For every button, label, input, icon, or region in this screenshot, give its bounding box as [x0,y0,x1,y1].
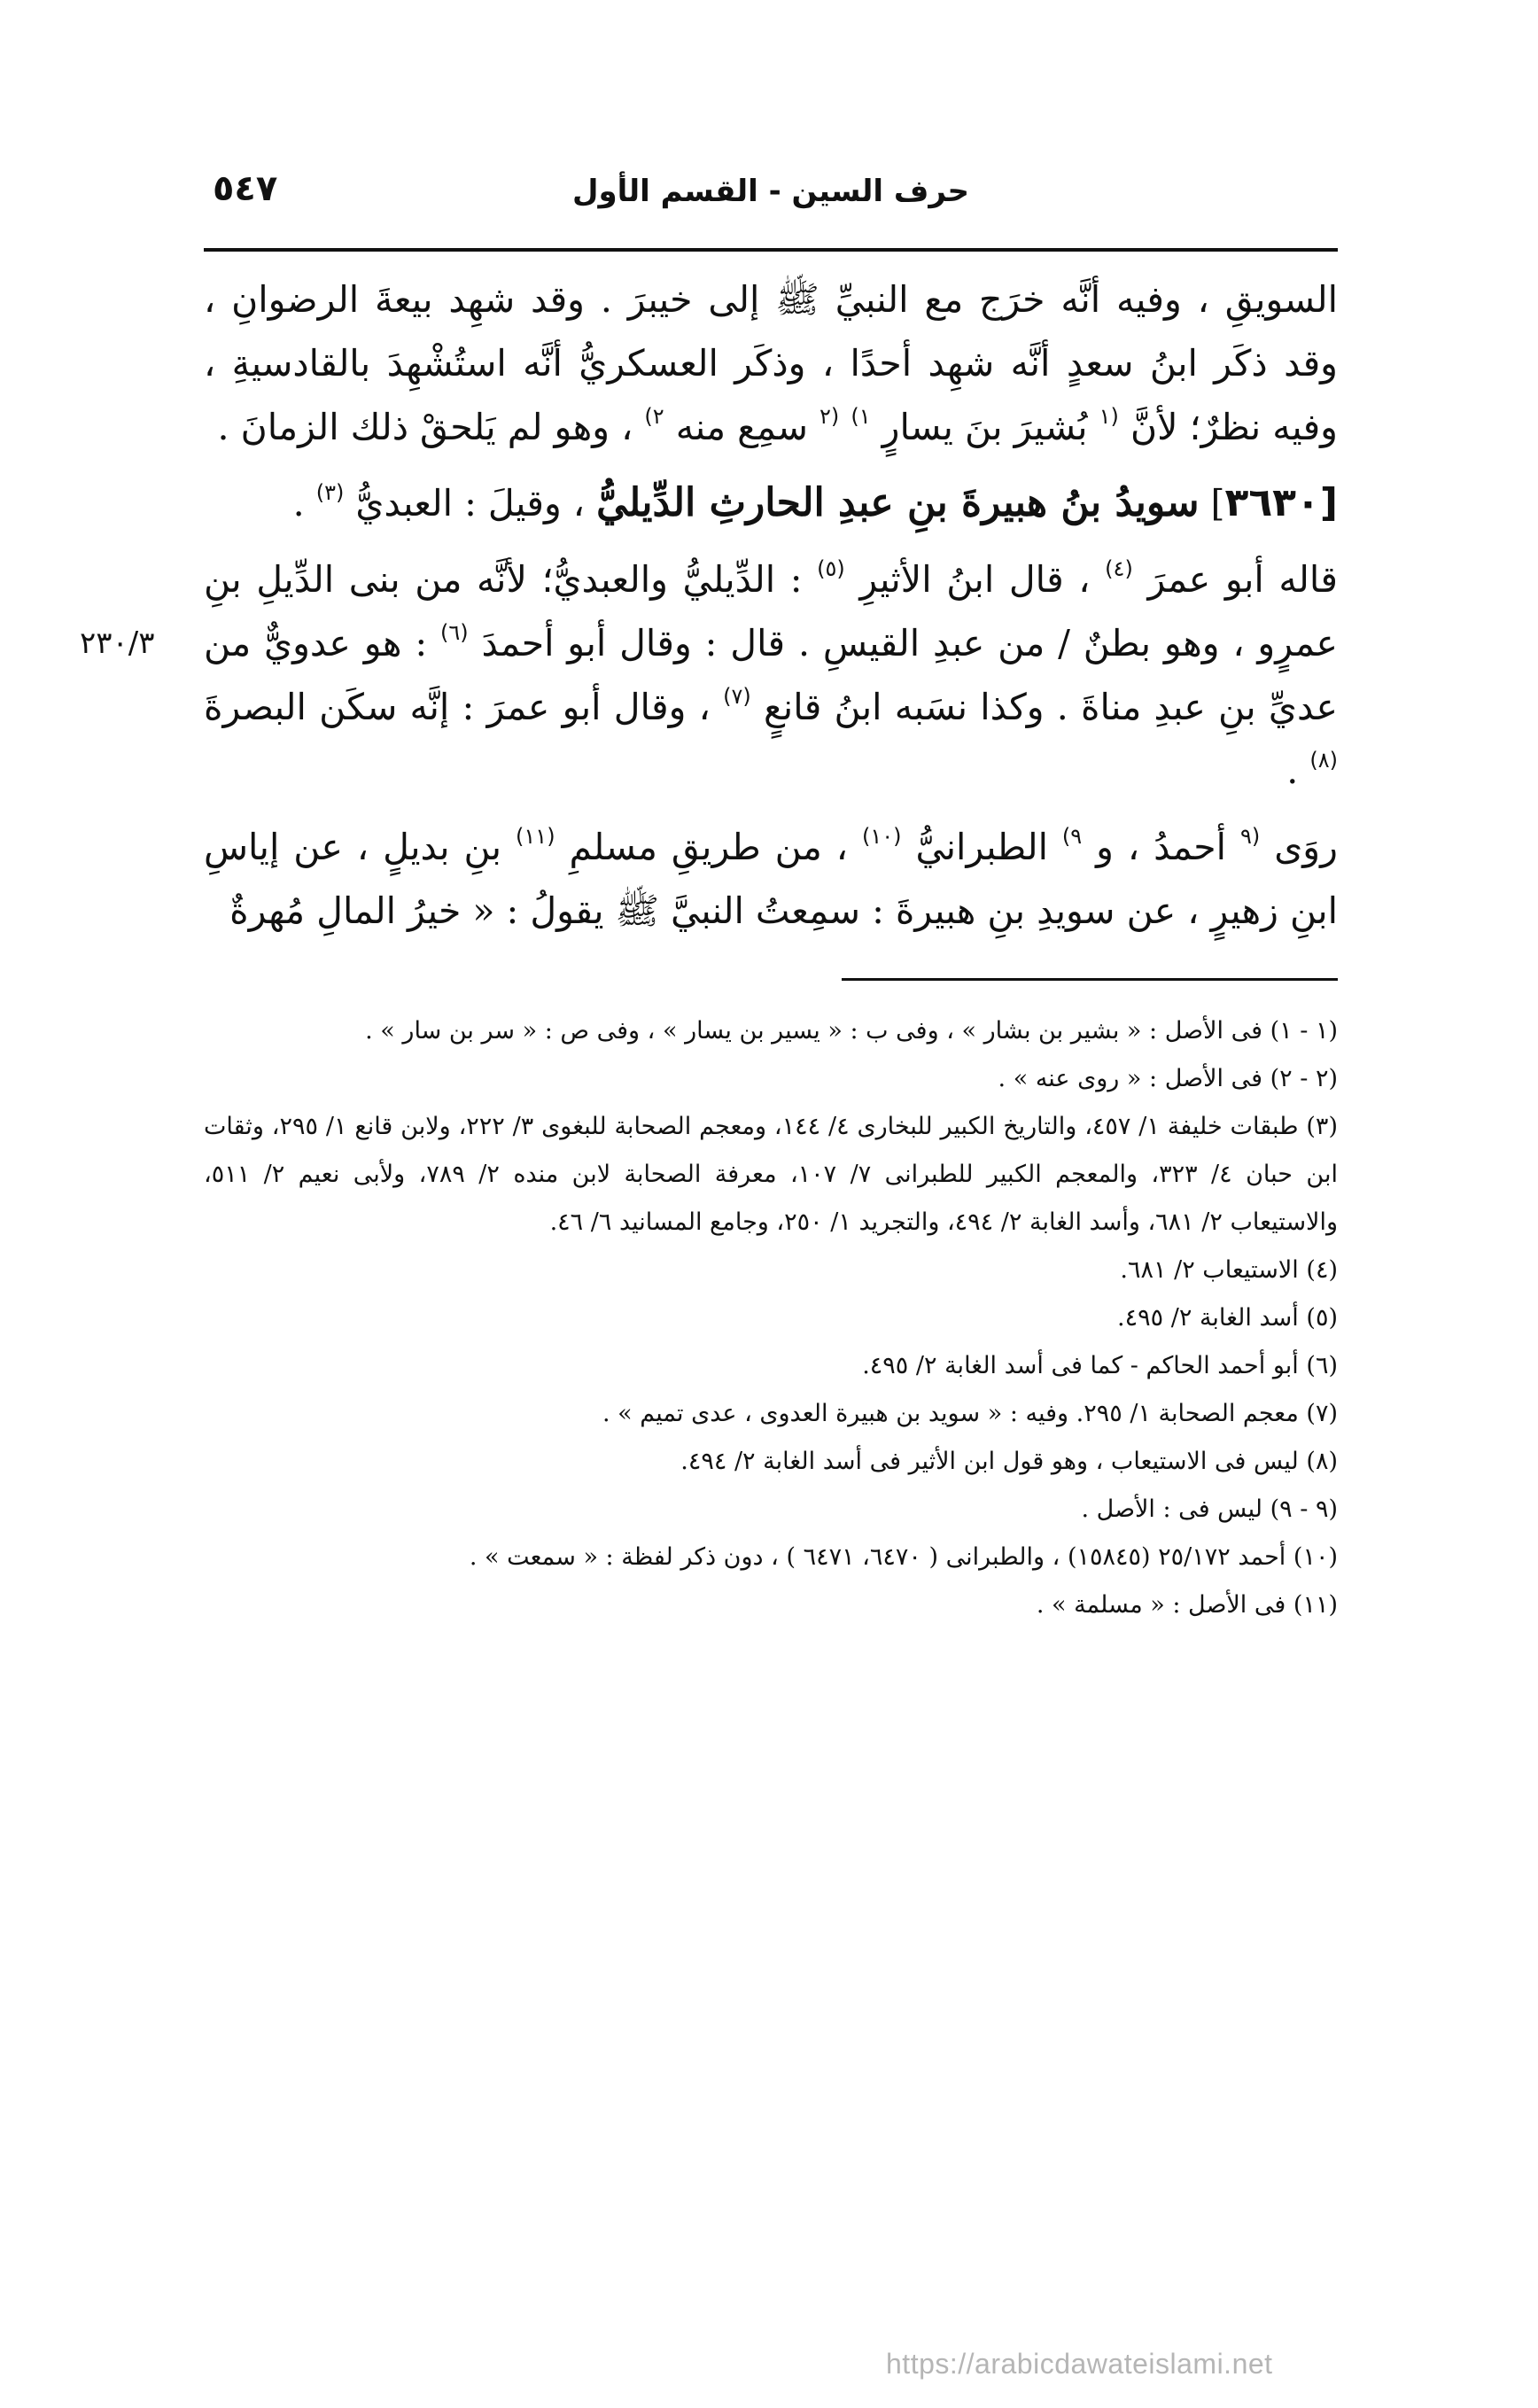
page-number: ٥٤٧ [213,168,278,209]
footnote-label: (٤) [1306,1256,1338,1284]
footnote-item [204,1486,1338,1534]
text-segment: نظرٌ؛ لأنَّ [1130,406,1262,448]
text-segment: أحمدُ ، و [1096,826,1227,868]
footnote-text: فى الأصل : « بشير بن بشار » ، وفى ب : « يسير بن يسار » ، وفى ص : « سر بن سار » . [365,1017,1262,1045]
footnote-label: (٩ - ٩) [1270,1495,1338,1523]
footnote-label: (٢ - ٢) [1270,1065,1338,1092]
footnote-text: الاستيعاب ٢/ ٦٨١. [1120,1256,1299,1284]
paragraph-3: ٢٣٠/٣ قاله أبو عمرَ $^{(٤)}$ ، قال ابنُ الأثيرِ $^{(٥)}$ : الدِّيليُّ والعبديُّ؛ لأنَّه من بنى الدِّيلِ بنِ عمرٍو ، وهو بطنٌ / من عبدِ القيسِ . قال : وقال أبو أحمدَ $^{(٦)}$ : هو عدويٌّ من عديِّ بنِ عبدِ مناةَ . وكذا نسَبه ابنُ قانعٍ $^{(٧)}$ ، وقال أبو عمرَ : إنَّه سكَن البصرةَ $^{(٨)}$ . [80,556,1338,792]
footnote-marker: (١ [1099,404,1119,429]
footnote-item [204,1294,1338,1342]
text-segment: سمِع منه [675,406,808,448]
main-text [80,268,1338,943]
footnote-text: طبقات خليفة ١/ ٤٥٧، والتاريخ الكبير للبخارى ٤/ ١٤٤، ومعجم الصحابة للبغوى ٣/ ٢٢٢، ولابن قانع ١/ ٢٩٥، وثقات ابن حبان ٤/ ٣٢٣، والمعجم الكبير للطبرانى ٧/ ١٠٧، معرفة الصحابة لابن منده ٢/ ٧٨٩، ولأبى نعيم ٢/ ٥١١، والاستيعاب ٢/ ٦٨١، وأسد الغابة ٢/ ٤٩٤، والتجريد ١/ ٢٥٠، وجامع المسانيد ٦/ ٤٦. [204,1113,1338,1236]
footnote-item [204,1007,1338,1055]
footnote-text: أبو أحمد الحاكم - كما فى أسد الغابة ٢/ ٤٩٥. [862,1352,1299,1379]
footnote-label: (٨) [1306,1448,1338,1475]
footnote-marker: ٢) [644,404,664,429]
text-segment: ، وقال أبو عمرَ : إنَّه سكَن البصرةَ [204,686,711,728]
entry-number: [٣٦٣٠ [1224,480,1338,525]
footnote-item [204,1103,1338,1247]
text-segment: ، قال ابنُ الأثيرِ [859,558,1091,601]
header-rule [204,248,1338,252]
footnote-item [204,1055,1338,1103]
text-segment: روَى [1274,826,1338,868]
footnote-text: ليس فى : الأصل . [1081,1495,1262,1523]
text-segment: الطبرانيُّ [915,826,1048,868]
text-line: السويقِ ، وفيه أنَّه خرَج مع النبيِّ ﷺ إلى خيبرَ . وقد شهِد بيعةَ الرضوانِ ، وقد [204,278,1338,385]
footnote-marker: ٩) [1061,824,1083,849]
footnote-marker: (٩ [1240,824,1261,849]
text-segment: : الدِّيليُّ والعبديُّ؛ لأنَّه من بنى الدِّيلِ بنِ عمرٍو ، وهو بطنٌ / من عبدِ القيسِ . قال : وقال أبو أحمدَ [204,558,1338,664]
footnote-separator [842,978,1338,981]
footnote-marker: (١١) [516,824,555,849]
footnote-marker: (٣) [315,480,345,505]
footnotes-section [204,1007,1338,1629]
footnote-marker: ١) [851,404,871,429]
footnote-label: (١٠) [1293,1543,1338,1571]
footnote-marker: (٤) [1105,556,1133,581]
footnote-text: أحمد ٢٥/١٧٢ (١٥٨٤٥) ، والطبرانى ( ٦٤٧٠، ٦٤٧١ ) ، دون ذكر لفظة : « سمعت » . [469,1543,1286,1571]
footnote-label: (٥) [1306,1304,1338,1332]
footnote-marker: (٥) [817,556,845,581]
text-segment: ، من طريقِ مسلمِ [569,826,849,868]
text-segment: بنِ بديلٍ ، عن إياسِ ابنِ زهيرٍ ، عن سويدِ بنِ هبيرةَ : سمِعتُ النبيَّ ﷺ يقولُ : « خيرُ المالِ مُهرةٌ [204,826,1338,932]
entry-heading: سويدُ بنُ هبيرةَ بنِ عبدِ الحارثِ الدِّيليُّ [596,480,1200,525]
paragraph-1 [204,268,1338,459]
footnote-label: (٣) [1306,1113,1338,1140]
footnote-label: (١ - ١) [1270,1017,1338,1045]
footnote-label: (٦) [1306,1352,1338,1379]
text-segment: ، وهو لم يَلحقْ ذلك الزمانَ . [217,406,633,448]
footnote-marker: (٦) [440,620,469,645]
footnote-marker: (٧) [723,684,751,709]
entry-heading-line: [٣٦٣٠] سويدُ بنُ هبيرةَ بنِ عبدِ الحارثِ الدِّيليُّ ، وقيلَ : العبديُّ $^{(٣)}$ . [292,480,1338,525]
text-segment: قاله أبو عمرَ [1147,558,1338,601]
footnote-text: أسد الغابة ٢/ ٤٩٥. [1117,1304,1299,1332]
footnote-item [204,1342,1338,1390]
text-line: ذكَر ابنُ سعدٍ أنَّه شهِد أحدًا ، وذكَر العسكريُّ أنَّه استُشْهِدَ بالقادسيةِ ، وفيه [204,342,1338,448]
entry-heading-rest: ، وقيلَ : العبديُّ [355,482,586,524]
footnote-label: (١١) [1293,1591,1338,1619]
footnote-marker: (٨) [1309,748,1338,773]
page-header [204,168,1338,230]
text-segment: بُشيرَ بنَ يسارٍ [882,406,1088,448]
running-title: حرف السين - القسم الأول [571,174,970,209]
footnote-text: ليس فى الاستيعاب ، وهو قول ابن الأثير فى أسد الغابة ٢/ ٤٩٤. [680,1448,1299,1475]
footnote-item [204,1581,1338,1629]
footnote-marker: (٢ [819,404,840,429]
footnote-item [204,1247,1338,1294]
footnote-item [204,1534,1338,1581]
footnote-item [204,1438,1338,1486]
footnote-label: (٧) [1306,1400,1338,1427]
page [80,168,1338,1629]
text-segment: : هو عدويٌّ من عديِّ بنِ عبدِ مناةَ . وكذا نسَبه ابنُ قانعٍ [204,622,1338,728]
footnote-text: معجم الصحابة ١/ ٢٩٥. وفيه : « سويد بن هبيرة العدوى ، عدى تميم » . [602,1400,1299,1427]
footnote-text: فى الأصل : « روى عنه » . [998,1065,1262,1092]
watermark-url: https://arabicdawateislami.net [886,2348,1273,2380]
footnote-text: فى الأصل : « مسلمة » . [1036,1591,1286,1619]
volume-page-reference: ٢٣٠/٣ [80,625,155,661]
paragraph-4 [204,815,1338,943]
footnote-item [204,1390,1338,1438]
footnote-marker: (١٠) [861,824,902,849]
